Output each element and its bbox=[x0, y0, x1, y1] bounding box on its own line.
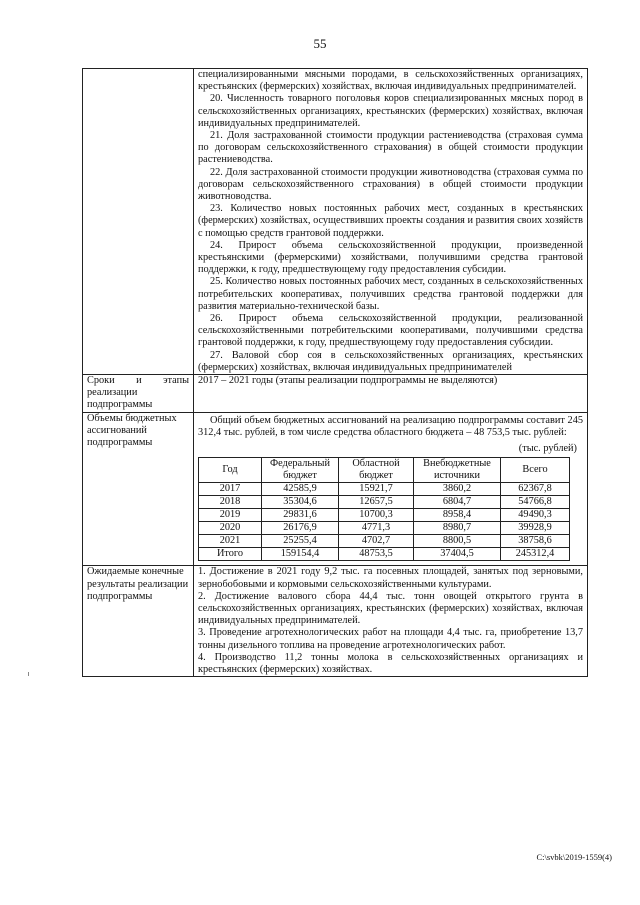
cell-offbudget: 8958,4 bbox=[414, 509, 501, 522]
cell-federal: 25255,4 bbox=[262, 535, 339, 548]
cell-federal: 42585,9 bbox=[262, 483, 339, 496]
indicator-item: 24. Прирост объема сельскохозяйственной продукции, произведенной крестьянскими (фермерскими) хозяйствами, получившими средства грантовой поддержки, к году, предшествующему году предоставления субсидии. bbox=[198, 239, 583, 276]
cell-year: 2018 bbox=[199, 496, 262, 509]
table-row bbox=[199, 496, 570, 509]
cell-total: 62367,8 bbox=[501, 483, 570, 496]
cell-year: 2019 bbox=[199, 509, 262, 522]
indicators-label-cell bbox=[83, 69, 194, 375]
results-row bbox=[83, 566, 588, 677]
cell-year: 2021 bbox=[199, 535, 262, 548]
total-row bbox=[199, 548, 570, 561]
budget-row bbox=[83, 412, 588, 566]
terms-row bbox=[83, 375, 588, 413]
result-item: 3. Проведение агротехнологических работ на площади 4,4 тыс. га, приобретение 13,7 тонны дизельного топлива на проведение агротехнологических работ. bbox=[198, 627, 583, 651]
cell-regional: 15921,7 bbox=[339, 483, 414, 496]
results-label bbox=[83, 566, 194, 677]
page-number: 55 bbox=[313, 36, 327, 51]
indicator-item: 21. Доля застрахованной стоимости продукции растениеводства (страховая сумма по договорам сельскохозяйственного страхования) в общей стоимости продукции растениеводства. bbox=[198, 130, 583, 166]
budget-unit: (тыс. рублей) bbox=[518, 443, 577, 455]
cell-year: 2020 bbox=[199, 522, 262, 535]
cell-total: 49490,3 bbox=[501, 509, 570, 522]
budget-label bbox=[83, 412, 194, 566]
header-federal: Федеральный бюджет bbox=[262, 458, 339, 483]
cell-regional: 4702,7 bbox=[339, 535, 414, 548]
indicator-item: 20. Численность товарного поголовья коров специализированных мясных пород в сельскохозяйственных организациях, крестьянских (фермерских) хозяйствах, включая индивидуальных предпринимателей. bbox=[198, 93, 583, 129]
result-item: 1. Достижение в 2021 году 9,2 тыс. га посевных площадей, занятых под зерновыми, зернобобовыми и кормовыми сельскохозяйственными культурами. bbox=[198, 566, 583, 590]
results-label-text: Ожидаемые конечные результаты реализации подпрограммы bbox=[87, 566, 189, 602]
terms-value-text: 2017 – 2021 годы (этапы реализации подпрограммы не выделяются) bbox=[198, 375, 498, 387]
header-offbudget: Внебюджетные источники bbox=[414, 458, 501, 483]
terms-label bbox=[83, 375, 194, 413]
result-item: 2. Достижение валового сбора 44,4 тыс. тонн овощей открытого грунта в сельскохозяйственных организациях, крестьянских (фермерских) хозяйствах, включая индивидуальных предпринимателей. bbox=[198, 590, 583, 627]
footer-document-code: C:\svbk\2019-1559(4) bbox=[536, 852, 612, 862]
cell-year: 2017 bbox=[199, 483, 262, 496]
budget-cell bbox=[194, 412, 588, 566]
indicator-item: 27. Валовой сбор соя в сельскохозяйственных организациях, крестьянских (фермерских) хозяйствах, включая индивидуальных предпринимателей bbox=[198, 349, 583, 373]
header-regional: Областной бюджет bbox=[339, 458, 414, 483]
cell-offbudget: 6804,7 bbox=[414, 496, 501, 509]
table-row bbox=[199, 483, 570, 496]
cell-total: 38758,6 bbox=[501, 535, 570, 548]
indicators-cell bbox=[194, 69, 588, 375]
cell-regional: 10700,3 bbox=[339, 509, 414, 522]
cell-year: Итого bbox=[199, 548, 262, 561]
results-cell bbox=[194, 566, 588, 677]
indicator-item: 25. Количество новых постоянных рабочих мест, созданных в сельскохозяйственных потребительских кооперативах, получивших средства грантовой поддержки для развития материально-технической базы. bbox=[198, 276, 583, 312]
indicator-item: 23. Количество новых постоянных рабочих мест, созданных в крестьянских (фермерских) хозяйствах, осуществивших проекты создания и развития своих хозяйств с помощью средств грантовой поддержки. bbox=[198, 203, 583, 239]
header-year: Год bbox=[199, 458, 262, 483]
finance-table bbox=[198, 457, 570, 561]
cell-offbudget: 3860,2 bbox=[414, 483, 501, 496]
indicator-item: 26. Прирост объема сельскохозяйственной продукции, реализованной сельскохозяйственными потребительскими кооперативами, получившими средства грантовой поддержки, к году, предшествующему году предоставления субсидии. bbox=[198, 313, 583, 349]
budget-intro: Общий объем бюджетных ассигнований на реализацию подпрограммы составит 245 312,4 тыс. рублей, в том числе средства областного бюджета – 48 753,5 тыс. рублей: bbox=[198, 414, 583, 438]
cell-federal: 159154,4 bbox=[262, 548, 339, 561]
passport-table bbox=[82, 68, 588, 677]
indicators-row bbox=[83, 69, 588, 375]
indicator-item: специализированными мясными породами, в сельскохозяйственных организациях, крестьянских (фермерских) хозяйствах, включая индивидуальных предпринимателей. bbox=[198, 69, 583, 93]
terms-value bbox=[194, 375, 588, 413]
margin-mark bbox=[28, 672, 29, 676]
cell-total: 54766,8 bbox=[501, 496, 570, 509]
cell-offbudget: 37404,5 bbox=[414, 548, 501, 561]
indicator-item: 22. Доля застрахованной стоимости продукции животноводства (страховая сумма по договорам сельскохозяйственного страхования) в общей стоимости продукции животноводства. bbox=[198, 166, 583, 203]
cell-total: 245312,4 bbox=[501, 548, 570, 561]
cell-regional: 48753,5 bbox=[339, 548, 414, 561]
cell-federal: 26176,9 bbox=[262, 522, 339, 535]
cell-regional: 4771,3 bbox=[339, 522, 414, 535]
cell-total: 39928,9 bbox=[501, 522, 570, 535]
table-row bbox=[199, 522, 570, 535]
cell-offbudget: 8800,5 bbox=[414, 535, 501, 548]
table-row bbox=[199, 535, 570, 548]
table-row bbox=[199, 509, 570, 522]
header-total: Всего bbox=[501, 458, 570, 483]
terms-label-text: Сроки и этапы реализации подпрограммы bbox=[87, 375, 189, 411]
cell-offbudget: 8980,7 bbox=[414, 522, 501, 535]
budget-label-text: Объемы бюджетных ассигнований подпрограммы bbox=[87, 412, 177, 449]
cell-regional: 12657,5 bbox=[339, 496, 414, 509]
result-item: 4. Производство 11,2 тонны молока в сельскохозяйственных организациях и крестьянских (фермерских) хозяйствах. bbox=[198, 651, 583, 675]
cell-federal: 35304,6 bbox=[262, 496, 339, 509]
finance-header-row bbox=[199, 458, 570, 483]
cell-federal: 29831,6 bbox=[262, 509, 339, 522]
